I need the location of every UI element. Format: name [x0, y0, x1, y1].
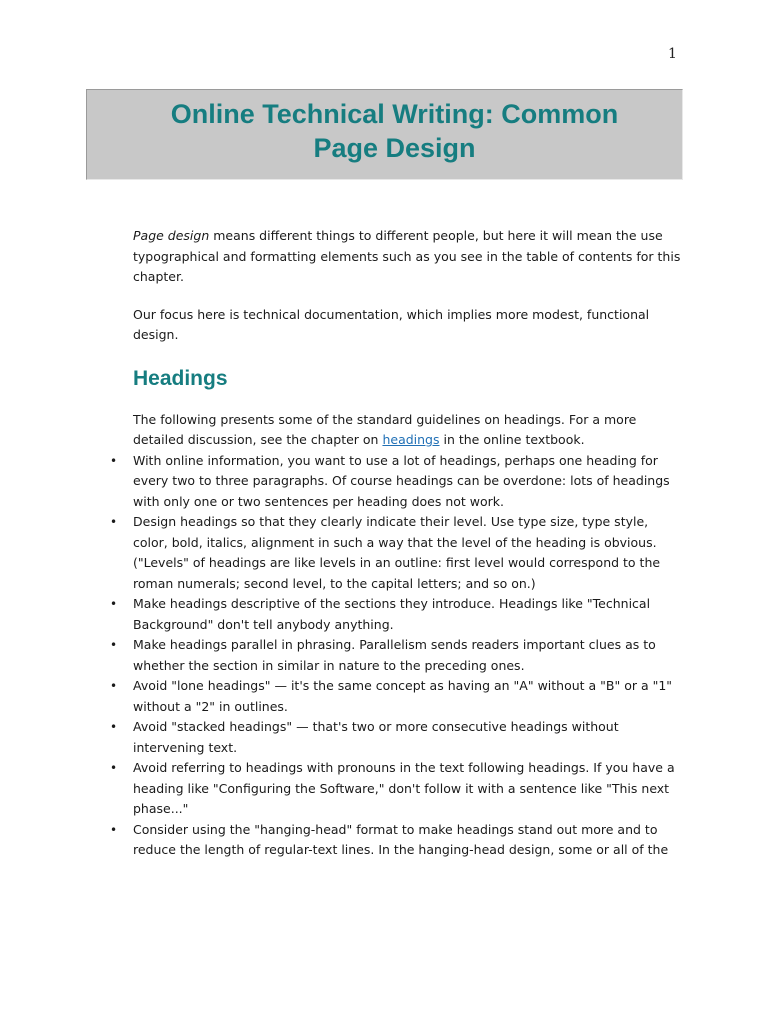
document-title-line-1: Online Technical Writing: Common — [170, 99, 619, 129]
intro-paragraph-1-text: means different things to different people, but here it will mean the use typographical and formatting elements such as you see in the table of contents for this chapter. — [133, 228, 681, 284]
list-item — [110, 820, 683, 861]
bullet-icon: • — [110, 720, 118, 734]
bullet-icon: • — [110, 761, 118, 775]
list-item — [110, 758, 683, 820]
headings-intro-paragraph — [133, 410, 683, 451]
document-title — [87, 90, 682, 165]
list-item-text: Consider using the "hanging-head" format to make headings stand out more and to reduce the length of regular-text lines. In the hanging-head design, some or all of the — [133, 821, 669, 857]
list-item-text: Avoid "lone headings" — it's the same concept as having an "A" without a "B" or a "1" without a "2" in outlines. — [133, 678, 673, 714]
intro-paragraph-1 — [133, 226, 683, 288]
headings-chapter-link[interactable]: headings — [382, 432, 440, 447]
page-design-term: Page design — [133, 228, 210, 243]
guidelines-list-2 — [110, 512, 683, 861]
list-item-text: Make headings parallel in phrasing. Parallelism sends readers important clues as to whether the section in similar in nature to the preceding ones. — [133, 637, 656, 673]
list-item-text: Make headings descriptive of the sections they introduce. Headings like "Technical Background" don't tell anybody anything. — [133, 596, 651, 632]
page-number: 1 — [668, 46, 677, 62]
list-item — [110, 451, 683, 513]
bullet-icon: • — [110, 638, 118, 652]
bullet-icon: • — [110, 597, 118, 611]
list-item — [110, 635, 683, 676]
bullet-icon: • — [110, 679, 118, 693]
list-item-text: Avoid referring to headings with pronouns in the text following headings. If you have a heading like "Configuring the Software," don't follow it with a sentence like "This next phase..." — [133, 760, 675, 816]
headings-intro-text-after: in the online textbook. — [439, 432, 585, 447]
bullet-icon: • — [110, 453, 118, 468]
list-item-text: With online information, you want to use a lot of headings, perhaps one heading for every two to three paragraphs. Of course headings can be overdone: lots of headings with only one or two sentences per heading does not work. — [133, 452, 670, 509]
list-item-text: Design headings so that they clearly indicate their level. Use type size, type style, color, bold, italics, alignment in such a way that the level of the heading is obvious. ("Levels" of headings are like levels in an outline: first level would correspond to the roman numerals; second level, to the capital letters; and so on.) — [133, 514, 661, 591]
headings-intro-text-before: The following presents some of the standard guidelines on headings. For a more detailed discussion, see the chapter on — [133, 411, 637, 447]
bullet-icon: • — [110, 515, 118, 529]
bullet-icon: • — [110, 822, 118, 837]
document-body — [110, 226, 683, 861]
guidelines-list-1 — [110, 451, 683, 513]
intro-paragraph-2: Our focus here is technical documentation, which implies more modest, functional design. — [133, 306, 650, 342]
list-item — [110, 676, 683, 717]
list-item — [110, 717, 683, 758]
section-heading-headings: Headings — [133, 366, 228, 390]
document-title-line-2: Page Design — [313, 133, 476, 163]
list-item — [110, 512, 683, 594]
list-item — [110, 594, 683, 635]
list-item-text: Avoid "stacked headings" — that's two or more consecutive headings without intervening text. — [133, 719, 619, 755]
title-box — [86, 89, 683, 180]
